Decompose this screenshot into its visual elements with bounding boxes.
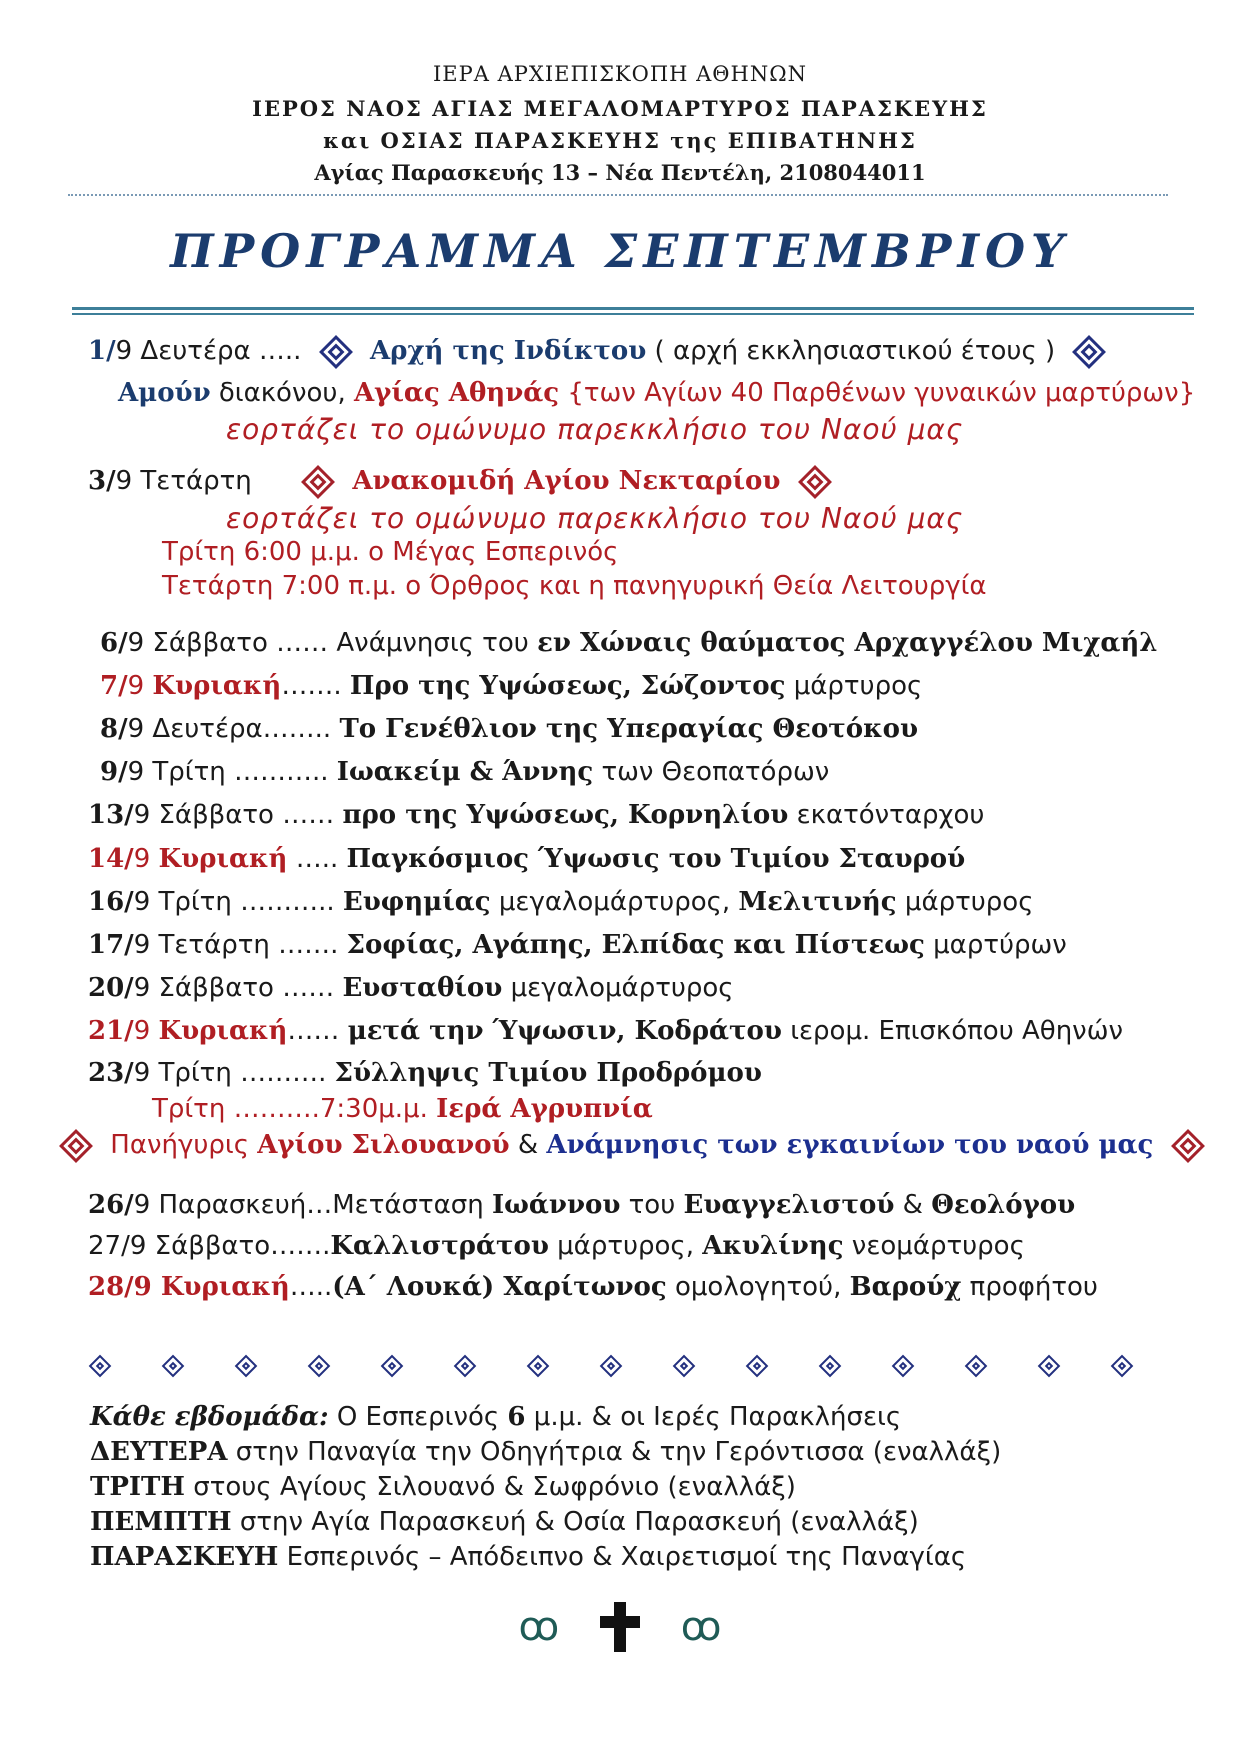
entry-date: 26/ [88,1190,134,1220]
weekday-text: στους Αγίους Σιλουανό & Σωφρόνιο (εναλλάξ) [193,1472,796,1502]
footer-ornament [0,1602,1240,1652]
diamond-icon [301,465,335,499]
entry-day: Τρίτη ……….. [152,757,329,787]
leader-dots: ….. [295,844,339,874]
entry-month: 9 [127,714,145,744]
weekly-monday [90,1437,1001,1467]
entry-text: ιερομ. [790,1016,871,1046]
entry-text: του [628,1190,676,1220]
diamond-icon [1111,1355,1134,1378]
saint-name: Βαρούχ [849,1272,962,1302]
entry-date: 28/9 Κυριακή [88,1272,290,1302]
diamond-icon [381,1355,404,1378]
entry-date: 6/ [100,628,128,658]
saint-name: Αμούν [118,378,211,408]
entry-date: 9/ [100,757,128,787]
entry-1-9-line-2 [118,378,1195,408]
vigil-line [152,1094,653,1124]
weekly-label: Κάθε εβδομάδα: [90,1402,329,1432]
entry-month: 9 [127,628,145,658]
feast-name: Αρχή της Ινδίκτου [369,336,647,366]
saint-name: Καλλιστράτου [330,1231,549,1261]
title-rule-bottom [72,313,1194,315]
entry-day: Κυριακή [152,671,282,701]
diamond-icon [527,1355,550,1378]
weekly-hour: 6 [507,1402,526,1432]
diamond-icon [1038,1355,1061,1378]
entry-date: 1/ [88,336,116,366]
diamond-icon [454,1355,477,1378]
entry-20-9 [88,973,734,1003]
feast-note: ( αρχή εκκλησιαστικού έτους ) [654,336,1056,366]
entry-month: 9 [133,887,151,917]
feast-name: Το Γενέθλιον της Υπεραγίας Θεοτόκου [339,714,918,744]
vigil-name: Ιερά Αγρυπνία [436,1094,653,1124]
entry-3-9 [88,466,841,496]
entry-month: 9 [133,930,151,960]
saint-name: Ευφημίας [342,887,491,917]
archdiocese-line: ΙΕΡΑ ΑΡΧΙΕΠΙΣΚΟΠΗ ΑΘΗΝΩΝ [433,62,807,86]
diamond-icon [965,1355,988,1378]
diamond-icon [798,465,832,499]
weekly-text: Ο Εσπερινός [336,1402,500,1432]
entry-day: Σάββατο……. [154,1231,331,1261]
feast-name: εν Χώναις θαύματος Αρχαγγέλου Μιχαήλ [537,628,1158,658]
liturgy-time: Τετάρτη 7:00 π.μ. ο Όρθρος και η πανηγυρική Θεία Λειτουργία [162,571,987,601]
entry-1-9 [88,336,1115,366]
flourish-right-icon: ꝏ [680,1604,722,1650]
entry-day: Κυριακή [158,1016,288,1046]
entry-month: 9 [133,1058,151,1088]
entry-9-9 [100,757,829,787]
weekly-intro [90,1402,901,1432]
weekday-label: ΠΕΜΠΤΗ [90,1507,232,1537]
diamond-icon [319,335,353,369]
entry-text: μάρτυρος [793,671,923,701]
entry-month: 9 [129,1231,147,1261]
feast-name: Ιωακείμ & Άννης [336,757,594,787]
entry-text: Ανάμνησις του [336,628,529,658]
weekly-friday [90,1542,966,1572]
weekday-text: στην Αγία Παρασκευή & Οσία Παρασκευή (εναλλάξ) [239,1507,919,1537]
entry-date: 8/ [100,714,128,744]
entry-date: 13/ [88,800,134,830]
entry-month: 9 [133,1190,151,1220]
saint-title: διακόνου, [218,378,346,408]
diamond-icon [308,1355,331,1378]
weekday-label: ΔΕΥΤΕΡΑ [90,1437,228,1467]
diamond-icon [746,1355,769,1378]
entry-day: Κυριακή [158,844,288,874]
saint-name: Ιωάννου [492,1190,621,1220]
entry-text: των Θεοπατόρων [601,757,830,787]
diamond-icon [162,1355,185,1378]
weekly-thursday [90,1507,919,1537]
saint-note: {των Αγίων 40 Παρθένων γυναικών μαρτύρων} [567,378,1196,408]
saint-name: Θεολόγου [931,1190,1076,1220]
entry-21-9 [88,1016,1123,1046]
saint-name: Ευαγγελιστού [683,1190,895,1220]
entry-text: Πανήγυρις [110,1130,249,1160]
saint-name: Μελιτινής [738,887,897,917]
leader-dots: ……. [281,671,342,701]
vespers-time: Τρίτη 6:00 μ.μ. ο Μέγας Εσπερινός [162,537,619,567]
entry-month: 9 [133,844,151,874]
entry-text: μαρτύρων [933,930,1067,960]
entry-13-9 [88,800,984,830]
diamond-icon [235,1355,258,1378]
diamond-icon [89,1355,112,1378]
diamond-icon [892,1355,915,1378]
entry-day: Τετάρτη ……. [158,930,339,960]
entry-date: 23/ [88,1058,134,1088]
saint-name: Ευσταθίου [342,973,503,1003]
entry-date: 20/ [88,973,134,1003]
feast-name: Σύλληψις Τιμίου Προδρόμου [334,1058,762,1088]
entry-text: Επισκόπου Αθηνών [878,1016,1123,1046]
leader-dots: ….. [289,1272,333,1302]
diamond-icon [819,1355,842,1378]
entry-text: μεγαλομάρτυρος, [498,887,731,917]
entry-8-9 [100,714,918,744]
entry-month: 9 [127,757,145,787]
feast-name: Ανακομιδή Αγίου Νεκταρίου [352,466,781,496]
entry-date: 21/ [88,1016,134,1046]
entry-27-9 [88,1231,1025,1261]
saint-name: Αγίου Σιλουανού [257,1130,510,1160]
entry-6-9 [100,628,1158,658]
entry-day: Σάββατο …… [152,628,329,658]
weekday-text: Εσπερινός – Απόδειπνο & Χαιρετισμοί της Παναγίας [286,1542,967,1572]
entry-day: Παρασκευή… [158,1190,333,1220]
feast-name: (Α΄ Λουκά) Χαρίτωνος [332,1272,667,1302]
entry-text: ομολογητού, [674,1272,842,1302]
entry-text: Μετάσταση [332,1190,484,1220]
entry-text: μεγαλομάρτυρος [510,973,734,1003]
address-line: Αγίας Παρασκευής 13 – Νέα Πεντέλη, 2108044011 [314,160,926,185]
entry-text: & [902,1190,923,1220]
saint-name: Σοφίας, Αγάπης, Ελπίδας και Πίστεως [346,930,925,960]
entry-day: Τρίτη ………. [158,1058,327,1088]
feast-day-line [60,1130,1214,1160]
church-name-line: ΙΕΡΟΣ ΝΑΟΣ ΑΓΙΑΣ ΜΕΓΑΛΟΜΑΡΤΥΡΟΣ ΠΑΡΑΣΚΕΥΗΣ [252,96,988,121]
vigil-time: Τρίτη ……….7:30μ.μ. [152,1094,428,1124]
entry-month: 9 [115,336,133,366]
entry-day: Σάββατο …… [158,800,335,830]
page-title: ΠΡΟΓΡΑΜΜΑ ΣΕΠΤΕΜΒΡΙΟΥ [170,224,1070,278]
entry-date: 3/ [88,466,116,496]
feast-name: Παγκόσμιος Ύψωσις του Τιμίου Σταυρού [346,844,966,874]
chapel-feast-note: εορτάζει το ομώνυμο παρεκκλήσιο του Ναού μας [226,413,964,446]
feast-name: Προ της Υψώσεως, Σώζοντος [349,671,786,701]
entry-text: προφήτου [969,1272,1098,1302]
entry-month: 9 [115,466,133,496]
feast-name: προ της Υψώσεως, Κορνηλίου [342,800,789,830]
saint-name: Ακυλίνης [702,1231,844,1261]
entry-23-9 [88,1058,762,1088]
flourish-left-icon: ꝏ [518,1604,560,1650]
weekday-label: ΠΑΡΑΣΚΕΥΗ [90,1542,279,1572]
entry-day: Σάββατο …… [158,973,335,1003]
weekday-text: στην Παναγία την Οδηγήτρια & την Γερόντισσα (εναλλάξ) [235,1437,1002,1467]
diamond-icon [59,1129,93,1163]
entry-14-9 [88,844,965,874]
weekly-tuesday [90,1472,796,1502]
entry-day: Δευτέρα…….. [152,714,332,744]
entry-month: 9 [133,800,151,830]
entry-text: & [517,1130,539,1160]
entry-month: 9 [133,973,151,1003]
saint-name: Αγίας Αθηνάς [353,378,560,408]
entry-date: 14/ [88,844,134,874]
entry-7-9 [100,671,922,701]
entry-date: 17/ [88,930,134,960]
diamond-icon [1171,1129,1205,1163]
diamond-icon [673,1355,696,1378]
entry-date: 16/ [88,887,134,917]
diamond-icon [1072,335,1106,369]
entry-16-9 [88,887,1033,917]
entry-day: Δευτέρα ….. [140,336,302,366]
leader-dots: …… [287,1016,340,1046]
entry-day: Τετάρτη [140,466,252,496]
chapel-feast-note: εορτάζει το ομώνυμο παρεκκλήσιο του Ναού μας [226,502,964,535]
weekday-label: ΤΡΙΤΗ [90,1472,185,1502]
entry-text: εκατόνταρχου [796,800,985,830]
title-rule-top [72,307,1194,310]
entry-text: μάρτυρος [904,887,1034,917]
entry-text: νεομάρτυρος [851,1231,1025,1261]
entry-date: 7/ [100,671,128,701]
cross-icon [600,1602,640,1652]
weekly-text: μ.μ. & οι Ιερές Παρακλήσεις [533,1402,902,1432]
entry-17-9 [88,930,1067,960]
entry-month: 9 [127,671,145,701]
entry-date: 27/ [88,1231,130,1261]
entry-day: Τρίτη ……….. [158,887,335,917]
dotted-divider [68,194,1168,196]
feast-name: Ανάμνησις των εγκαινίων του ναού μας [546,1130,1154,1160]
diamond-icon [600,1355,623,1378]
church-name-line-2: και ΟΣΙΑΣ ΠΑΡΑΣΚΕΥΗΣ της ΕΠΙΒΑΤΗΝΗΣ [323,128,917,153]
entry-26-9 [88,1190,1075,1220]
entry-text: μάρτυρος, [557,1231,694,1261]
feast-name: μετά την Ύψωσιν, Κοδράτου [347,1016,782,1046]
entry-month: 9 [133,1016,151,1046]
entry-28-9 [88,1272,1098,1302]
